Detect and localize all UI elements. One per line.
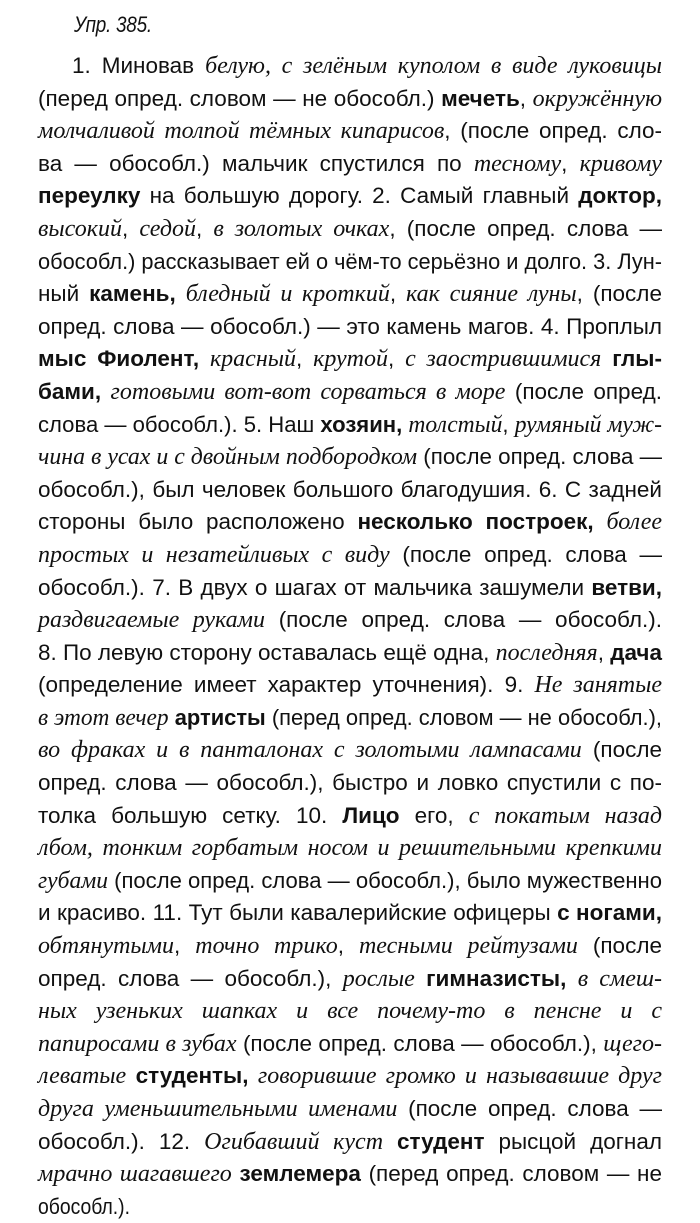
plain-text: , [174,933,196,959]
plain-text: стороны было расположено [38,509,358,535]
text-line [38,83,662,116]
italic-definition: готовыми вот-вот сорваться в море [110,378,506,405]
bold-noun: доктор, [578,183,662,209]
text-line [38,865,662,898]
italic-definition: рослые [342,965,415,992]
plain-text: (после опред. слова — [397,1096,662,1121]
text-line [38,702,662,735]
plain-text [232,1161,240,1186]
text-line [38,213,662,246]
italic-definition: окружённую [532,85,662,112]
plain-text [199,346,210,371]
plain-text: рысцой догнал [484,1128,662,1154]
text-line-content [38,506,662,539]
text-line [38,115,662,148]
plain-text: , [389,281,407,307]
text-line [38,278,662,311]
plain-text: , [597,639,611,665]
plain-text: (после опред. слова — обособл.). [264,607,662,633]
plain-text: обособл.). 12. [38,1128,205,1154]
bold-noun: землемера [239,1161,361,1187]
text-line [38,343,662,376]
plain-text: (после [577,933,662,959]
plain-text: (после [581,737,662,763]
text-line-content [38,246,662,279]
italic-definition: в этот вечер [38,704,169,731]
text-line-content [38,409,662,442]
text-line-content [38,1191,130,1223]
plain-text: и красиво. 11. Тут были кавалерийские офицеры [38,900,558,926]
bold-noun: Лицо [342,802,400,828]
italic-definition: друга уменьшительными именами [38,1096,398,1122]
text-line [38,1126,662,1159]
plain-text: (определение имеет характер уточнения). 9. [38,672,535,698]
bold-noun: несколько построек, [357,509,594,535]
text-line [38,897,662,930]
italic-definition: обтянутыми [38,933,174,960]
text-line-content [38,604,662,637]
plain-text [383,1129,397,1154]
plain-text: (после опред. слова — [389,541,662,567]
text-line [38,963,662,996]
text-line [38,930,662,963]
text-line [38,474,662,507]
text-line-content [38,734,662,767]
plain-text [126,1063,135,1088]
italic-definition: раздвигаемые руками [38,607,265,634]
exercise-heading: Упр. 385. [74,12,152,37]
text-line-content [38,930,662,963]
text-line-content [38,180,662,213]
text-line-content [38,343,662,376]
italic-definition: леватые [38,1063,127,1090]
bold-noun: студент [397,1128,485,1154]
plain-text [249,1063,258,1088]
text-line [38,539,662,572]
text-line [38,1093,662,1126]
text-line-content [38,1093,662,1126]
italic-definition: Не занятые [534,672,663,699]
text-line [38,1060,662,1093]
plain-text [176,281,186,306]
text-line-content [38,963,662,996]
exercise-answer-text [38,50,662,1223]
text-line [38,604,662,637]
plain-text: , [195,215,214,241]
text-line [38,1158,662,1191]
italic-definition: ных узеньких шапках и все почему-то в пенсне и с [38,998,662,1025]
text-line-content [38,637,662,670]
text-line [38,669,662,702]
plain-text: (после опред. слова — [417,444,663,470]
text-line [38,50,662,83]
italic-definition: красный [209,346,296,373]
text-line [38,180,662,213]
bold-noun: бами, [38,378,102,404]
italic-definition: крутой [313,346,388,373]
plain-text: толка большую сетку. 10. [38,802,343,828]
bold-noun: хозяин, [320,411,403,437]
italic-definition: папиросами в зубах [38,1030,237,1057]
text-line-content [38,1028,662,1061]
plain-text: 1. Миновав [72,53,206,78]
italic-definition: седой [139,215,196,242]
plain-text: , [296,346,314,372]
italic-definition: лбом, тонким горбатым носом и решительными крепкими [38,835,662,862]
italic-definition: более [606,509,662,536]
plain-text: , (после [576,281,662,307]
plain-text [566,966,577,991]
bold-noun: глы- [612,346,662,372]
text-line [38,148,662,181]
italic-definition: в смеш- [577,965,662,992]
text-line-content [38,376,662,409]
text-line [38,1028,662,1061]
italic-definition: румяный муж- [514,411,663,438]
italic-definition: во фраках и в панталонах с золотыми лампасами [38,737,582,764]
italic-definition: последняя [495,639,598,666]
text-line [38,995,662,1028]
italic-definition: с покатым назад [468,802,663,829]
text-line [38,1191,662,1223]
bold-noun: гимназисты, [426,965,567,991]
plain-text [601,346,612,371]
plain-text: , [388,346,406,372]
text-line-content [38,897,662,930]
text-line-content [38,311,662,344]
italic-definition: толстый [408,411,503,438]
text-line [38,832,662,865]
plain-text: его, [399,802,469,828]
text-line [38,246,662,279]
text-line [38,441,662,474]
plain-text: обособл.). 7. В двух о шагах от мальчика зашумели [38,574,592,600]
bold-noun: переулку [38,183,141,209]
plain-text: слова — обособл.). 5. Наш [38,411,321,437]
plain-text: , [561,150,580,176]
italic-definition: с заострившимися [405,346,602,373]
plain-text: , [337,933,359,959]
bold-noun: мыс Фиолент, [38,346,200,372]
plain-text: , [519,85,533,111]
plain-text: обособл.) рассказывает ей о чём-то серьёзно и долго. 3. Лун- [38,248,663,274]
plain-text: , [121,215,140,241]
text-line [38,409,662,442]
text-line-content [38,865,662,898]
italic-definition: тесными рейтузами [358,933,578,960]
text-line [38,734,662,767]
text-line-content [38,702,662,735]
bold-noun: дача [610,639,662,665]
plain-text: (перед опред. словом — не [360,1161,662,1187]
italic-definition: щего- [603,1030,662,1057]
plain-text: , [502,411,515,437]
text-line [38,311,662,344]
plain-text: 8. По левую сторону оставалась ещё одна, [38,639,496,665]
text-line-content [38,800,662,833]
plain-text: обособл.), был человек большого благодушия. 6. С задней [38,476,662,502]
text-line-content [38,213,662,246]
text-line-content [38,572,662,605]
bold-noun: мечеть [441,85,520,111]
text-line [38,376,662,409]
italic-definition: мрачно шагавшего [38,1161,232,1188]
plain-text [101,379,110,404]
plain-text: опред. слова — обособл.), быстро и ловко спустили с по- [38,770,662,796]
text-line-content [38,148,662,181]
italic-definition: говорившие громко и называвшие друг [257,1063,662,1090]
plain-text: ва — обособл.) мальчик спустился по [38,150,474,176]
plain-text: (после опред. слова — обособл.), было мужественно [107,867,662,893]
italic-definition: тесному [473,150,562,177]
italic-definition: точно трико [195,933,338,960]
plain-text: , (после опред. слова — [389,215,662,241]
italic-definition: в золотых очках [213,215,390,242]
italic-definition: высокий [38,215,122,242]
plain-text: ный [38,281,90,307]
text-line-content [38,115,662,148]
text-line-content [38,669,662,702]
plain-text: (перед опред. словом — не обособл.), [265,704,663,730]
bold-noun: с ногами, [557,900,662,926]
italic-definition: губами [38,867,108,894]
italic-definition: чина в усах и с двойным подбородком [38,444,418,471]
text-line-content [38,995,662,1028]
italic-definition: кривому [579,150,662,177]
text-line-content [38,278,662,311]
italic-definition: Огибавший куст [204,1128,384,1155]
italic-definition: бледный и кроткий [185,281,390,308]
plain-text [594,509,607,534]
plain-text: (перед опред. словом — не обособл.) [38,85,442,111]
italic-definition: как сияние луны [406,281,577,308]
italic-definition: молчаливой толпой тёмных кипарисов [38,118,445,145]
text-line-content [38,474,662,507]
plain-text: на большую дорогу. 2. Самый главный [140,183,579,209]
bold-noun: ветви, [591,574,662,600]
text-line [38,572,662,605]
italic-definition: белую, с зелёным куполом в виде луковицы [205,53,662,79]
plain-text: обособл.). [38,1193,130,1219]
text-line-content [38,1060,662,1093]
plain-text: опред. слова — обособл.) — это камень магов. 4. Проплыл [38,313,662,339]
text-line-content [38,767,662,800]
text-line [38,637,662,670]
plain-text: (после опред. слова — обособл.), [236,1030,604,1056]
text-line-content [38,1158,662,1191]
text-line-content [38,539,662,572]
text-line [38,800,662,833]
bold-noun: студенты, [135,1063,249,1089]
text-line [38,506,662,539]
plain-text [415,966,426,991]
plain-text: , (после опред. сло- [444,118,662,144]
text-line-content [38,441,662,474]
bold-noun: артисты [174,704,266,730]
italic-definition: простых и незатейливых с виду [38,541,390,568]
text-line [38,767,662,800]
text-line-content [38,83,662,116]
text-line-content [38,1126,662,1159]
text-line-content [38,832,662,865]
bold-noun: камень, [89,281,176,307]
plain-text: (после опред. [505,378,662,404]
text-line-content [72,50,662,83]
plain-text: опред. слова — обособл.), [38,965,343,991]
